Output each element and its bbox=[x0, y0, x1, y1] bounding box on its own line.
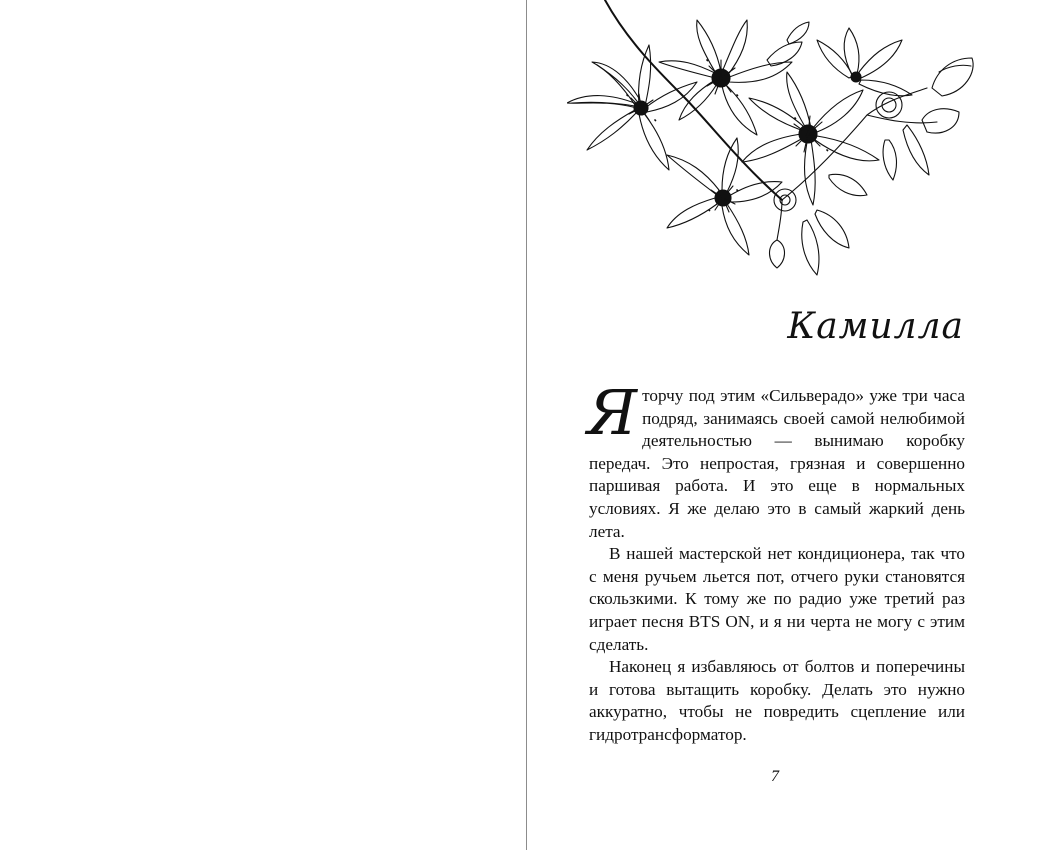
chapter-body bbox=[587, 376, 965, 747]
flower-lower bbox=[667, 138, 782, 255]
page-number: 7 bbox=[771, 768, 779, 785]
flower-right bbox=[817, 28, 912, 96]
paragraph-text: торчу под этим «Сильверадо» уже три часа подряд, занимаясь своей самой нелюбимой деятельностью — вынимаю коробку передач. Это непростая, грязная и совершенно паршивая работа. И это еще в нормальных условиях. Я же делаю это в самый жаркий день лета. bbox=[589, 386, 965, 541]
flower-top bbox=[659, 20, 792, 135]
flower-center bbox=[742, 72, 879, 205]
clematis-flower-icon bbox=[567, 0, 987, 285]
paragraph: Наконец я избавляюсь от болтов и поперечины и готова вытащить коробку. Делать это нужно аккуратно, чтобы не повредить сцепление или гидротрансформатор. bbox=[589, 657, 965, 744]
flower-left bbox=[567, 45, 697, 170]
right-page bbox=[527, 0, 1056, 850]
paragraph bbox=[587, 376, 965, 543]
left-page-blank bbox=[0, 0, 526, 850]
drop-cap: Я bbox=[587, 376, 638, 449]
paragraph: В нашей мастерской нет кондиционера, так что с меня ручьем льется пот, отчего руки становятся скользкими. К тому же по радио уже третий раз играет песня BTS ON, и я ни черта не могу с этим сделать. bbox=[589, 544, 965, 654]
chapter-title: Камилла bbox=[787, 306, 964, 347]
